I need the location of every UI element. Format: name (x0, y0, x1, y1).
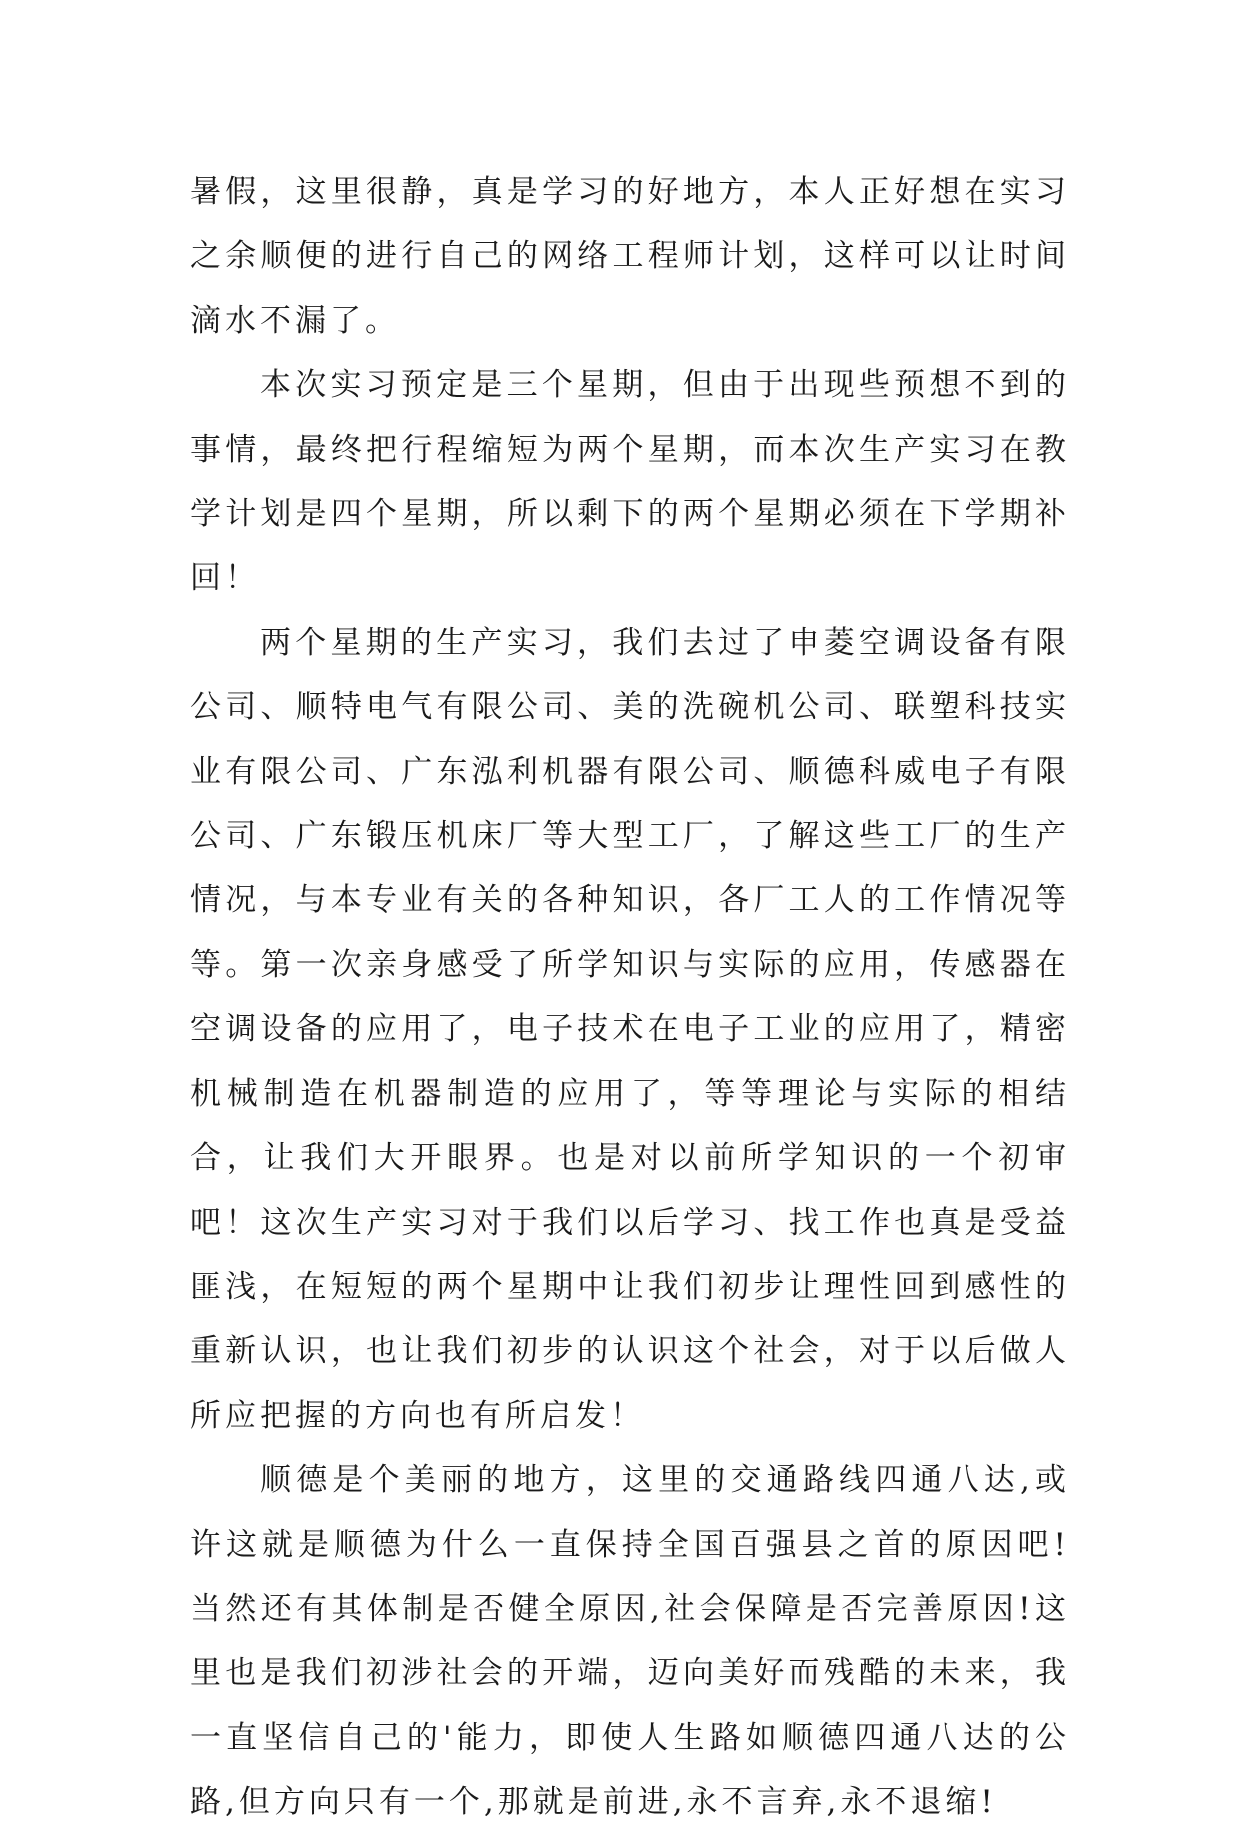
paragraph-1: 暑假，这里很静，真是学习的好地方，本人正好想在实习之余顺便的进行自己的网络工程师计划，这样可以让时间滴水不漏了。 (190, 174, 1070, 339)
paragraph-3: 两个星期的生产实习，我们去过了申菱空调设备有限公司、顺特电气有限公司、美的洗碗机公司、联塑科技实业有限公司、广东泓利机器有限公司、顺德科威电子有限公司、广东锻压机床厂等大型工厂，了解这些工厂的生产情况，与本专业有关的各种知识，各厂工人的工作情况等等。第一次亲身感受了所学知识与实际的应用，传感器在空调设备的应用了，电子技术在电子工业的应用了，精密机械制造在机器制造的应用了，等等理论与实际的相结合，让我们大开眼界。也是对以前所学知识的一个初审吧！这次生产实习对于我们以后学习、找工作也真是受益匪浅，在短短的两个星期中让我们初步让理性回到感性的重新认识，也让我们初步的认识这个社会，对于以后做人所应把握的方向也有所启发！ (190, 624, 1070, 1434)
paragraph-4: 顺德是个美丽的地方，这里的交通路线四通八达,或许这就是顺德为什么一直保持全国百强县之首的原因吧!当然还有其体制是否健全原因,社会保障是否完善原因!这里也是我们初涉社会的开端，迈向美好而残酷的未来，我一直坚信自己的'能力，即使人生路如顺德四通八达的公路,但方向只有一个,那就是前进,永不言弃,永不退缩! (190, 1462, 1070, 1821)
document-body (190, 160, 1070, 1835)
paragraph-2: 本次实习预定是三个星期，但由于出现些预想不到的事情，最终把行程缩短为两个星期，而本次生产实习在教学计划是四个星期，所以剩下的两个星期必须在下学期补回！ (190, 367, 1070, 597)
